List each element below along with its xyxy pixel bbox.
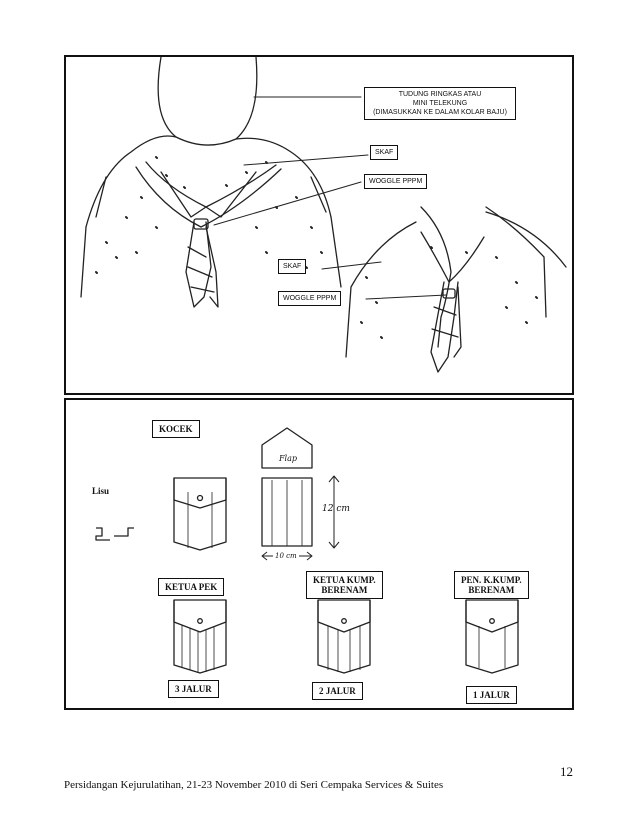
flap-label: Flap (279, 454, 297, 463)
pocket-name-ketua-pek: KETUA PEK (158, 578, 224, 596)
pocket-name-ketua-kump (306, 571, 383, 599)
stripes-label-2: 2 JALUR (312, 682, 363, 700)
pocket-title: KOCEK (152, 420, 200, 438)
width-dimension-label: 10 cm (275, 552, 297, 560)
footer-text: Persidangan Kejurulatihan, 21-23 November 2010 di Seri Cempaka Services & Suites (64, 779, 444, 791)
page-number: 12 (560, 764, 573, 779)
pocket-drawing (66, 400, 572, 708)
hood-label-line1: TUDUNG RINGKAS ATAU (398, 91, 482, 98)
pocket-name-pen-kump-line1: PEN. K.KUMP. (461, 575, 522, 585)
scarf-label-large: SKAF (370, 145, 398, 160)
pocket-name-ketua-kump-line1: KETUA KUMP. (313, 575, 376, 585)
scarf-label-small: SKAF (278, 259, 306, 274)
lisu-label: Lisu (92, 486, 110, 496)
woggle-label-large: WOGGLE PPPM (364, 174, 427, 189)
pocket-name-pen-kump (454, 571, 529, 599)
scarf-illustration-frame (64, 55, 574, 395)
hood-label (364, 87, 516, 120)
height-dimension-label: 12 cm (322, 504, 350, 514)
hood-label-line3: (DIMASUKKAN KE DALAM KOLAR BAJU) (373, 109, 507, 116)
hood-label-line2: MINI TELEKUNG (412, 100, 468, 107)
stripes-label-3: 3 JALUR (168, 680, 219, 698)
pocket-name-ketua-kump-line2: BERENAM (321, 585, 368, 595)
woggle-label-small: WOGGLE PPPM (278, 291, 341, 306)
pocket-illustration-frame (64, 398, 574, 710)
pocket-name-pen-kump-line2: BERENAM (468, 585, 515, 595)
stripes-label-1: 1 JALUR (466, 686, 517, 704)
